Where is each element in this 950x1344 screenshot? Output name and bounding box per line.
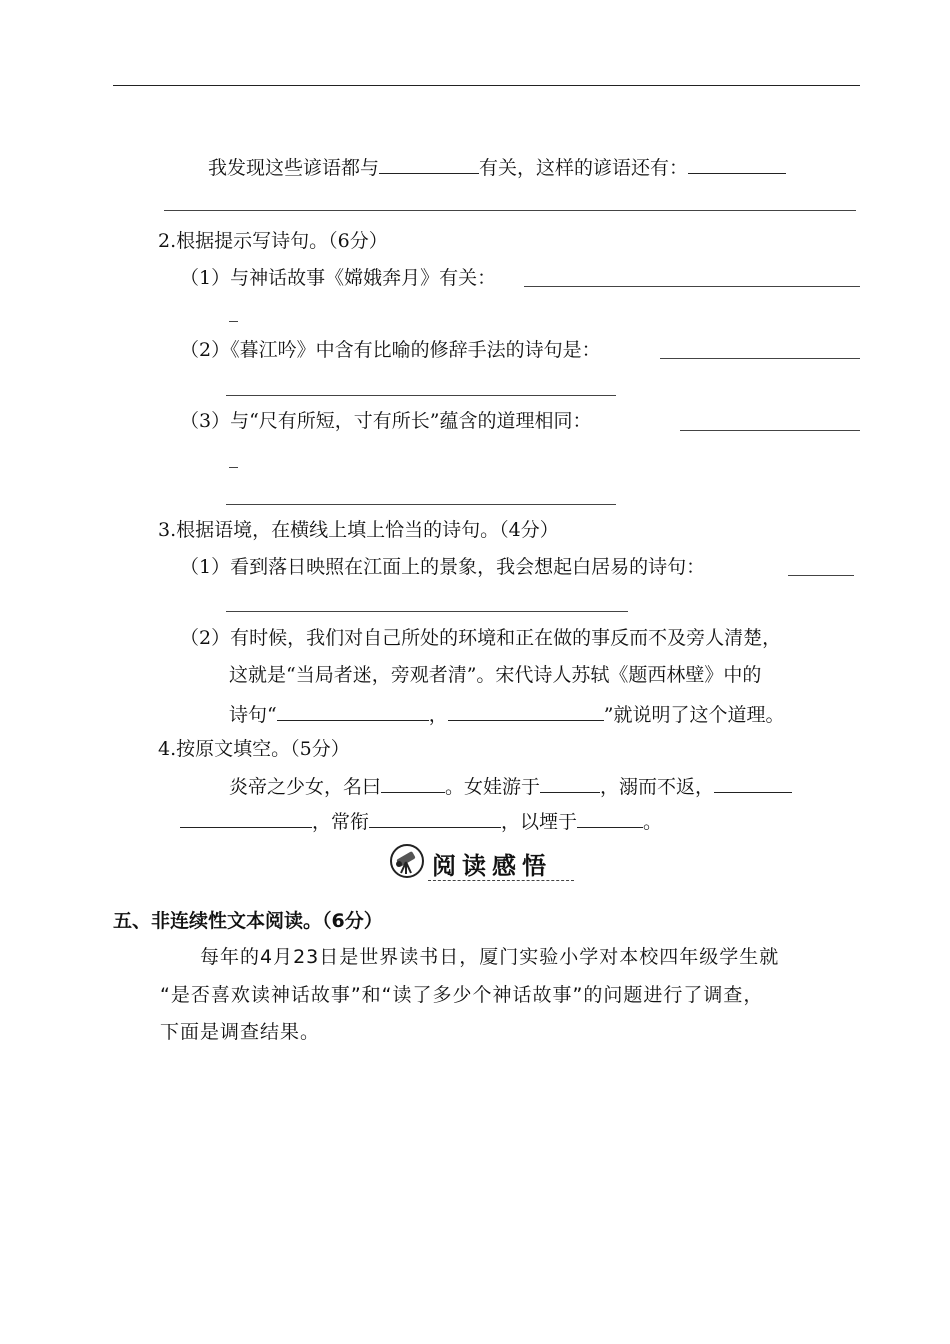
section5-para-line-2: “是否喜欢读神话故事”和“读了多少个神话故事”的问题进行了调查， [160, 984, 764, 1006]
q4-line-2 [180, 809, 662, 834]
q2-item-2-blank[interactable] [660, 358, 860, 359]
q2-item-1-blank[interactable] [524, 286, 860, 287]
q4-text-5: ，以堙于 [501, 811, 578, 833]
section-badge-underline [428, 880, 574, 881]
q2-item-1-blank-tail[interactable] [229, 321, 238, 322]
q2-item-1 [180, 266, 496, 290]
q4-blank-clause[interactable] [714, 774, 792, 793]
q4-text-2: 。女娃游于 [445, 776, 541, 798]
q3-quote-close: ”就说明了这个道理。 [603, 704, 785, 726]
q2-item-3-blank-cont[interactable] [226, 504, 616, 505]
q4-blank-object[interactable] [369, 809, 501, 828]
section5-para-line-3: 下面是调查结果。 [160, 1021, 321, 1043]
q4-line-1 [229, 774, 792, 799]
q4-text-3: ，溺而不返， [600, 776, 715, 798]
q4-blank-clause-cont[interactable] [180, 809, 312, 828]
q4-text-4: ，常衔 [312, 811, 370, 833]
q2-item-3-label: （3）与“尺有所短，寸有所长”蕴含的道理相同： [180, 410, 592, 432]
q3-item-1-blank[interactable] [788, 575, 854, 576]
section5-heading: 五、非连续性文本阅读。（6分） [113, 910, 383, 932]
q3-item-2-line-2: 这就是“当局者迷，旁观者清”。宋代诗人苏轼《题西林壁》中的 [229, 664, 762, 686]
q2-item-1-label: （1）与神话故事《嫦娥奔月》有关： [180, 267, 497, 289]
q1-tail-line [208, 155, 786, 180]
q4-blank-place[interactable] [540, 774, 600, 793]
q1-blank-topic[interactable] [379, 155, 479, 174]
q1-tail-middle: 有关，这样的谚语还有： [479, 157, 689, 179]
section5-para-line-1: 每年的4月23日是世界读书日，厦门实验小学对本校四年级学生就 [200, 946, 780, 968]
q3-item-1-label: （1）看到落日映照在江面上的景象，我会想起白居易的诗句： [180, 556, 706, 578]
q3-item-2-line-3 [229, 702, 784, 727]
q4-text-1: 炎帝之少女，名曰 [229, 776, 382, 798]
q2-item-2-blank-cont[interactable] [226, 395, 616, 396]
q3-comma: ， [428, 704, 448, 726]
section-badge [388, 842, 588, 886]
q2-item-3-blank-tail[interactable] [229, 467, 238, 468]
q4-blank-name[interactable] [381, 774, 445, 793]
q3-item-1-blank-cont[interactable] [226, 611, 628, 612]
q2-heading: 2.根据提示写诗句。（6分） [158, 230, 388, 252]
q2-item-2 [180, 338, 601, 362]
q1-answer-line[interactable] [164, 210, 856, 211]
q2-item-3-blank[interactable] [680, 430, 860, 431]
q3-heading: 3.根据语境，在横线上填上恰当的诗句。（4分） [158, 519, 559, 541]
page-top-rule [113, 85, 860, 86]
q4-text-6: 。 [643, 811, 663, 833]
q3-blank-verse-1[interactable] [277, 702, 429, 721]
q3-item-1 [180, 555, 705, 579]
q3-item-2-line-1: （2）有时候，我们对自己所处的环境和正在做的事反而不及旁人清楚， [180, 627, 782, 649]
q3-blank-verse-2[interactable] [448, 702, 604, 721]
q4-heading: 4.按原文填空。（5分） [158, 738, 350, 760]
section-badge-title: 阅读感悟 [432, 852, 552, 880]
q3-quote-open: 诗句“ [229, 704, 277, 726]
q4-blank-sea[interactable] [577, 809, 643, 828]
q1-blank-proverbs[interactable] [688, 155, 786, 174]
q2-item-3 [180, 409, 592, 433]
telescope-icon [388, 842, 426, 880]
q1-tail-prefix: 我发现这些谚语都与 [208, 157, 380, 179]
q2-item-2-label: （2）《暮江吟》中含有比喻的修辞手法的诗句是： [180, 339, 601, 361]
